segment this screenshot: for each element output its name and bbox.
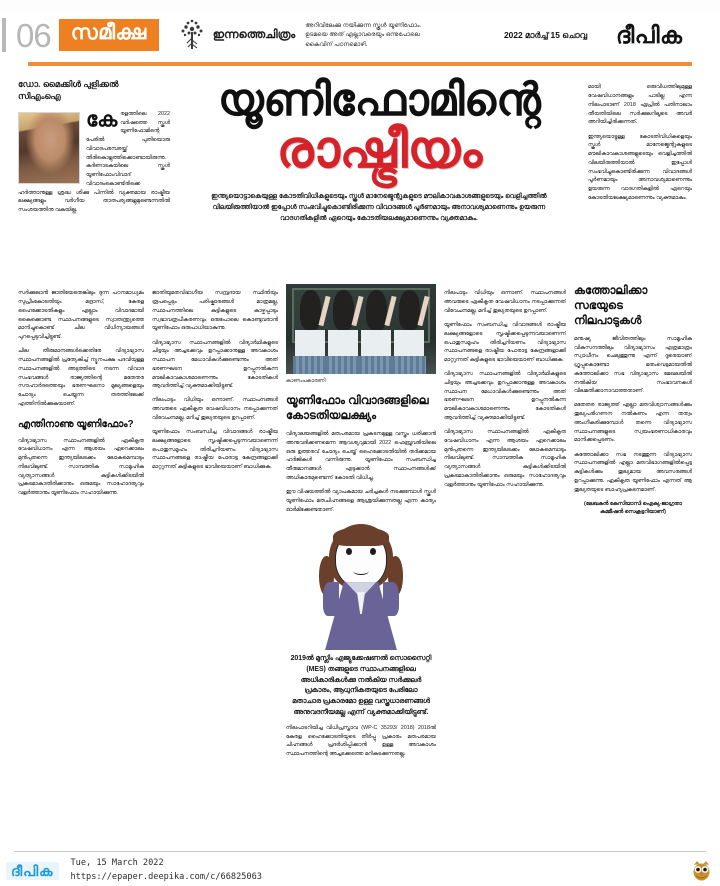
footer-logo: ദീപിക xyxy=(6,862,59,880)
col2-paragraph-3: നിലപാടും വിധിയും ഒന്നാണ്. സ്ഥാപനങ്ങൾ അവരുടെ ഏകീകൃത വേഷവിധാനം നടപ്പാക്കുന്നത് വിവേചനമല്ല, മറിച്ച് തുല്യതയുടെ ഉറപ്പാണ്. xyxy=(152,397,278,421)
cartoon-caption: 2019ൽ മുസ്ലിം എജ്യുക്കേഷണൽ സൊസൈറ്റി (MES) തങ്ങളുടെ സ്ഥാപനങ്ങളിലെ അധികാരികൾക്കു നൽകിയ സർക്കുലർ പ്രകാരം, ആധുനികതയുടെ പേരിലോ മതാചാര പ്രകാരമോ ഉള്ള വസ്ത്രധാരണങ്ങൾ അനുവദനീയമല്ല എന്ന് വ്യക്തമാക്കിയിട്ടുണ്ട്. xyxy=(290,655,432,716)
todays-picture-caption-line-3: കൈവിന് പഠനമൊഴി. xyxy=(305,40,368,48)
author-photo xyxy=(18,112,80,184)
col4-paragraph-1: നിലപാടും വിധിയും ഒന്നാണ്. സ്ഥാപനങ്ങൾ അവരുടെ ഏകീകൃത വേഷവിധാനം നടപ്പാക്കുന്നത് വിവേചനമല്ല, മറിച്ച് തുല്യതയുടെ ഉറപ്പാണ്. xyxy=(444,290,566,314)
top-right-paragraph: മായി ഒരുവിധത്തിലുമുള്ള വേഷവിധാനങ്ങളും പാടില്ല എന്ന നിലപാടാണ് 2018 ഏപ്രിൽ പതിനാലാം തീയതിയിലെ സർക്കുലറിലൂടെ അവർ അറിയിച്ചിരിക്കുന്നത്. xyxy=(588,84,692,126)
footer-url[interactable]: https://epaper.deepika.com/c/66825063 xyxy=(70,871,262,882)
body-column-1 xyxy=(18,284,144,503)
headline-line-1: യൂണിഫോമിന്റെ xyxy=(217,74,541,125)
photo-caption: കാണംപകാരണി xyxy=(286,378,326,384)
subhead-center-photo: യൂണിഫോം വിവാദങ്ങളിലെ കോടതിയലക്ഷ്യം xyxy=(286,395,429,423)
todays-picture-caption-line-2: ഉടമയെ അത് എല്ലാവരെയും ഒന്നുപോലെ xyxy=(305,31,420,39)
masthead-divider xyxy=(28,62,692,66)
col4-paragraph-4: വിദ്യാഭ്യാസ സ്ഥാപനങ്ങളിൽ ഏകീകൃത വേഷവിധാനം എന്ന ആശയം ഏറെക്കാലം മുൻപുതന്നെ ഇന്ത്യയിലടക്കം ലോകമെമ്പാടും നിലവിലുണ്ട്. സാമ്പത്തിക സാമൂഹിക വ്യത്യാസങ്ങൾ കുട്ടികൾക്കിടയിൽ പ്രകടമാകാതിരിക്കാനും ഒരുമയും സാഹോദര്യവും വളർത്താനും യൂണിഫോം സഹായിക്കുന്നു. xyxy=(444,429,566,488)
footer-text xyxy=(71,857,262,884)
student-figure xyxy=(295,290,325,374)
byline-name: ഡോ. മൈക്കിൾ പുളിക്കൽ xyxy=(18,79,119,89)
col1-subhead-paragraph: വിദ്യാഭ്യാസ സ്ഥാപനങ്ങളിൽ ഏകീകൃത വേഷവിധാനം എന്ന ആശയം ഏറെക്കാലം മുൻപുതന്നെ ഇന്ത്യയിലടക്കം ലോകമെമ്പാടും നിലവിലുണ്ട്. സാമ്പത്തിക സാമൂഹിക വ്യത്യാസങ്ങൾ കുട്ടികൾക്കിടയിൽ പ്രകടമാകാതിരിക്കാനും ഒരുമയും സാഹോദര്യവും വളർത്താനും യൂണിഫോം സഹായിക്കുന്നു. xyxy=(18,437,144,497)
dropcap: കേ xyxy=(86,107,118,131)
author-intro-text: രളത്തിലെ 2022 വർഷത്തെ സ്കൂൾ യൂണിഫോമിന്റെ പേരിൽ പുതിയൊരു വിവാദപരമ്പരയ്ക്ക് തിരികൊളുത്തിക്കൊണ്ടായിരുന്നു. കർണാടകയിലെ സ്കൂൾ യൂണിഫോംവിവാദ് വിവാദംകൊണ്ടിരിക്കെ ഹർത്താനുള്ള ശ്രദ്ധ ശിക്കു പിന്നിൽ വ്യക്തമായ രാഷ്ട്രീയ ലക്ഷ്യങ്ങളും വർഗീയ താത്പര്യങ്ങളുമുണ്ടെന്നതിൽ സംശയത്തിനു വകയില്ല. xyxy=(18,110,170,214)
body-column-4 xyxy=(444,284,566,495)
top-right-paragraph-2: ഇന്ത്യയൊട്ടുള്ള കോടതിവിധികളെയും സ്കൂൾ മാനേജ്മെന്റുകളുടെ മൗലികാവകാശങ്ങളുടെയും വെളിച്ചത്തിൽ വിലയിരുത്തിയാൽ ഇപ്പോൾ സംഭവിച്ചുകൊണ്ടിരിക്കുന്ന വിവാദങ്ങൾ പൂർണമായും അനാവശ്യമാണെന്നും ഉയരുന്ന വാദഗതികളിൽ ഏറെയും കോടതിയലക്ഷ്യമാണെന്നും വ്യക്തമാകും. xyxy=(588,133,692,201)
col5-paragraph-3: കത്തോലിക്കാ സഭ നടത്തുന്ന വിദ്യാഭ്യാസ സ്ഥാപനങ്ങളിൽ എല്ലാ മതവിഭാഗങ്ങളിൽപ്പെട്ട കുട്ടികൾക്കും തുല്യമായ അവസരങ്ങൾ ഉറപ്പാക്കുന്നു. ഏകീകൃത യൂണിഫോം എന്നത് ആ തുല്യതയുടെ ബാഹ്യപ്രകടനമാണ്. xyxy=(574,451,692,493)
body-column-2 xyxy=(152,284,278,477)
student-figure xyxy=(394,290,424,374)
epaper-footer-bar xyxy=(0,855,720,886)
footer-divider xyxy=(14,851,706,852)
headline-block xyxy=(182,76,576,224)
byline-designation: സിഎംഐ xyxy=(18,91,61,102)
body-column-3 xyxy=(286,284,436,764)
col4-paragraph-3: വിദ്യാഭ്യാസ സ്ഥാപനങ്ങളിൽ വിദ്യാർഥികളുടെ ചിട്ടയും അച്ചടക്കവും ഉറപ്പാക്കാനുള്ള അവകാശം സ്ഥാപന മേധാവികൾക്കുണ്ടെന്നും അത് ഭരണഘടന ഉറപ്പുനൽകുന്ന മൗലികാവകാശമാണെന്നും കോടതികൾ ആവർത്തിച്ച് വ്യക്തമാക്കിയിട്ടുണ്ട്. xyxy=(444,371,566,421)
body-column-5 xyxy=(574,284,692,516)
col2-paragraph-2: വിദ്യാഭ്യാസ സ്ഥാപനങ്ങളിൽ വിദ്യാർഥികളുടെ ചിട്ടയും അച്ചടക്കവും ഉറപ്പാക്കാനുള്ള അവകാശം സ്ഥാപന മേധാവികൾക്കുണ്ടെന്നും അത് ഭരണഘടന ഉറപ്പുനൽകുന്ന മൗലികാവകാശമാണെന്നും കോടതികൾ ആവർത്തിച്ച് വ്യക്തമാക്കിയിട്ടുണ്ട്. xyxy=(152,339,278,390)
author-column xyxy=(18,78,170,215)
byline xyxy=(18,78,170,103)
todays-picture-label: ഇന്നത്തെചിത്രം xyxy=(212,28,296,41)
edge-tick xyxy=(2,18,6,52)
col3-paragraph-1: വിദ്യാലയങ്ങളിൽ മതപരമായ പ്രകടനമുള്ള വസ്ത്രം ധരിക്കാൻ അനുവദിക്കണമെന്ന ആവശ്യവുമായി 2022 ഫെബ്രുവരിയിലെ ഒരു ഉത്തരവ് ചോദ്യം ചെയ്ത് ഹൈക്കോടതിയിൽ തർക്കമായ ഹർജികൾ വന്നിരുന്നു. യൂണിഫോം സംബന്ധിച്ച തീരുമാനങ്ങൾ എടുക്കാൻ സ്ഥാപനങ്ങൾക്ക് അധികാരമുണ്ടെന്ന് കോടതി വിധിച്ചു. xyxy=(286,431,436,481)
col5-paragraph-2: മതേതര രാജ്യത്ത് എല്ലാ മതവിശ്വാസങ്ങൾക്കും തുല്യപരിഗണന നൽകണം എന്ന തത്വം അംഗീകരിക്കുമ്പോൾ തന്നെ വിദ്യാഭ്യാസ സ്ഥാപനങ്ങളുടെ സ്വയംഭരണാധികാരവും മാനിക്കപ്പെടണം. xyxy=(574,402,692,444)
masthead xyxy=(0,12,720,58)
subhead-right-column: കത്തോലിക്കാ സഭയുടെ നിലപാടുകൾ xyxy=(574,285,648,327)
col2-paragraph-4: യൂണിഫോം സംബന്ധിച്ച വിവാദങ്ങൾ രാഷ്ട്രീയ ലക്ഷ്യങ്ങളോടെ സൃഷ്ടിക്കപ്പെടുന്നവയാണെന്ന് പൊതുസമൂഹം തിരിച്ചറിയണം. വിദ്യാഭ്യാസ സ്ഥാപനങ്ങളെ രാഷ്ട്രീയ പോരാട്ട കേന്ദ്രങ്ങളാക്കി മാറ്റുന്നത് കുട്ടികളുടെ ഭാവിയെയാണ് ബാധിക്കുക. xyxy=(152,429,278,471)
col2-paragraph-1: ജാതിയുമതവിഭാഗീയ സമ്പ്രദായ സ്ഥിതിയും രൂപപ്പെടും പരിഷ്കാരങ്ങൾ മാത്രമല്ല, സ്ഥാപനത്തിലെ കുട്ടികളുടെ കാഴ്ചപ്പാടും സ്വഭാവരൂപീകരണവും ഒരുപോലെ കൊണ്ടുവരാൻ യൂണിഫോം ഒരുപാധിയാകുന്നു. xyxy=(152,290,278,332)
author-credit: (ലേഖകൻ കേസിയാസി ഐക്യ-ജാഗ്രതാ കമ്മീഷൻ സെക്രട്ടറിയാണ്) xyxy=(584,500,682,515)
student-figure xyxy=(328,290,358,374)
headline-line-2: രാഷ്ട്രീയം xyxy=(276,120,482,179)
col4-paragraph-2: യൂണിഫോം സംബന്ധിച്ച വിവാദങ്ങൾ രാഷ്ട്രീയ ലക്ഷ്യങ്ങളോടെ സൃഷ്ടിക്കപ്പെടുന്നവയാണെന്ന് പൊതുസമൂഹം തിരിച്ചറിയണം. വിദ്യാഭ്യാസ സ്ഥാപനങ്ങളെ രാഷ്ട്രീയ പോരാട്ട കേന്ദ്രങ്ങളാക്കി മാറ്റുന്നത് കുട്ടികളുടെ ഭാവിയെയാണ് ബാധിക്കുക. xyxy=(444,322,566,364)
brand-logo: ദീപിക xyxy=(616,22,683,48)
footer-date: Tue, 15 March 2022 xyxy=(70,858,164,869)
top-right-column xyxy=(588,78,692,208)
cartoon-wrap xyxy=(286,522,436,650)
todays-picture-caption-line-1: അറിവിലേക്കു നയിക്കുന്ന സ്കൂൾ യൂണിഫോം. xyxy=(305,21,422,29)
col1-paragraph-1: സർക്കുലാൻ ജാതിയേതെങ്കിലും ദുന്ന പഠനമാധ്യമം സുപ്രീംകോടതിയും മദ്രാസ്, കേരള ഹൈക്കോടതികളും എല്ലാം വിവാദമായി കൈക്കൊണ്ട സ്ഥാപനങ്ങളുടെ സ്വാതന്ത്ര്യത്തെ മാനിച്ചുകൊണ്ട് ചില വിധിന്യായങ്ങൾ പുറപ്പെടുവിച്ചിട്ടുണ്ട്. xyxy=(18,290,144,341)
section-tag: സമീക്ഷ xyxy=(59,19,159,50)
col3-paragraph-3: നിലപാടറിയിച്ച വിധിപ്രസ്താവ (WP-C 35293/ 2018) 2018ൽ കേരള ഹൈക്കോടതിയുടെ തീർപ്പു പ്രകാരം മതപരമായ ചിഹ്നങ്ങൾ പ്രദർശിപ്പിക്കാൻ ഉള്ള അവകാശം സ്ഥാപനത്തിന്റെ അച്ചടക്കത്തെ മറികടക്കുന്നതല്ല. xyxy=(286,724,436,758)
col5-subhead-paragraph: മനുഷ്യ ജീവിതത്തിലും സാമൂഹിക വികസനത്തിലും വിദ്യാഭ്യാസം എത്രമാത്രം സ്വാധീനം ചെലുത്തുന്നു എന്ന് ദൂരെയാണ് ഗ്രൂപ്പുകൊണ്ടോ മതംവെട്ടമായതിൽ കത്തോലിക്കാ സഭ വിദ്യാഭ്യാസ മേഖലയിൽ നൽകിയ സംഭാവനകൾ വിലമതിക്കാനാവാത്തതാണ്. xyxy=(574,335,692,395)
col3-paragraph-2: ഈ വിഷയത്തിൽ വ്യാപകമായ ചർച്ചകൾ നടക്കുമ്പോൾ സ്കൂൾ യൂണിഫോം മതചിഹ്നങ്ങളെ ആശ്രയിക്കുന്നതല്ല എന്ന കാര്യം ഓർമിക്കേണ്ടതാണ്. xyxy=(286,489,436,513)
schoolgirl-cartoon xyxy=(313,522,409,650)
students-photo xyxy=(286,284,436,374)
tree-icon xyxy=(177,18,207,52)
student-figure xyxy=(361,290,391,374)
page-number: 06 xyxy=(16,16,51,54)
page-top-bleed xyxy=(0,0,720,11)
todays-picture-caption xyxy=(305,21,421,49)
subhead-left-column: എന്തിനാണു യൂണിഫോം? xyxy=(18,418,134,430)
owl-icon xyxy=(691,860,712,881)
standfirst: ഇന്ത്യയൊട്ടാകെയുള്ള കോടതിവിധികളുടെയും സ്കൂൾ മാനേജ്മെന്റുകളുടെ മൗലികാവകാശങ്ങളുടെയും വെളിച്ചത്തിൽ വിലയിരുത്തിയാൽ ഇപ്പോൾ സംഭവിച്ചുകൊണ്ടിരിക്കുന്ന വിവാദങ്ങൾ പൂർണമായും അനാവശ്യമാണെന്നും ഉയരുന്ന വാദഗതികളിൽ ഏറെയും കോടതിയലക്ഷ്യമാണെന്നും വ്യക്തമാകും. xyxy=(211,192,547,223)
col1-paragraph-2: ചില തീരുമാനങ്ങൾക്കെതിരേ വിദ്യാഭ്യാസ സ്ഥാപനങ്ങളിൽ പ്രത്യേകിച്ച് ന്യൂനപക്ഷ പദവിയുള്ള സ്ഥാപനങ്ങളിൽ അടുത്തിടെ നടന്ന വിവാദ സംഭവങ്ങൾ രാജ്യത്തിന്റെ മതേതര സൗഹാർദത്തെയും ഭരണഘടനാ മൂല്യങ്ങളെയും ചോദ്യം ചെയ്യുന്ന തരത്തിലേക്ക് എത്തിനിൽക്കുകയാണ്. xyxy=(18,348,144,407)
issue-date: 2022 മാർച്ച് 15 ചൊവ്വ xyxy=(504,30,588,40)
